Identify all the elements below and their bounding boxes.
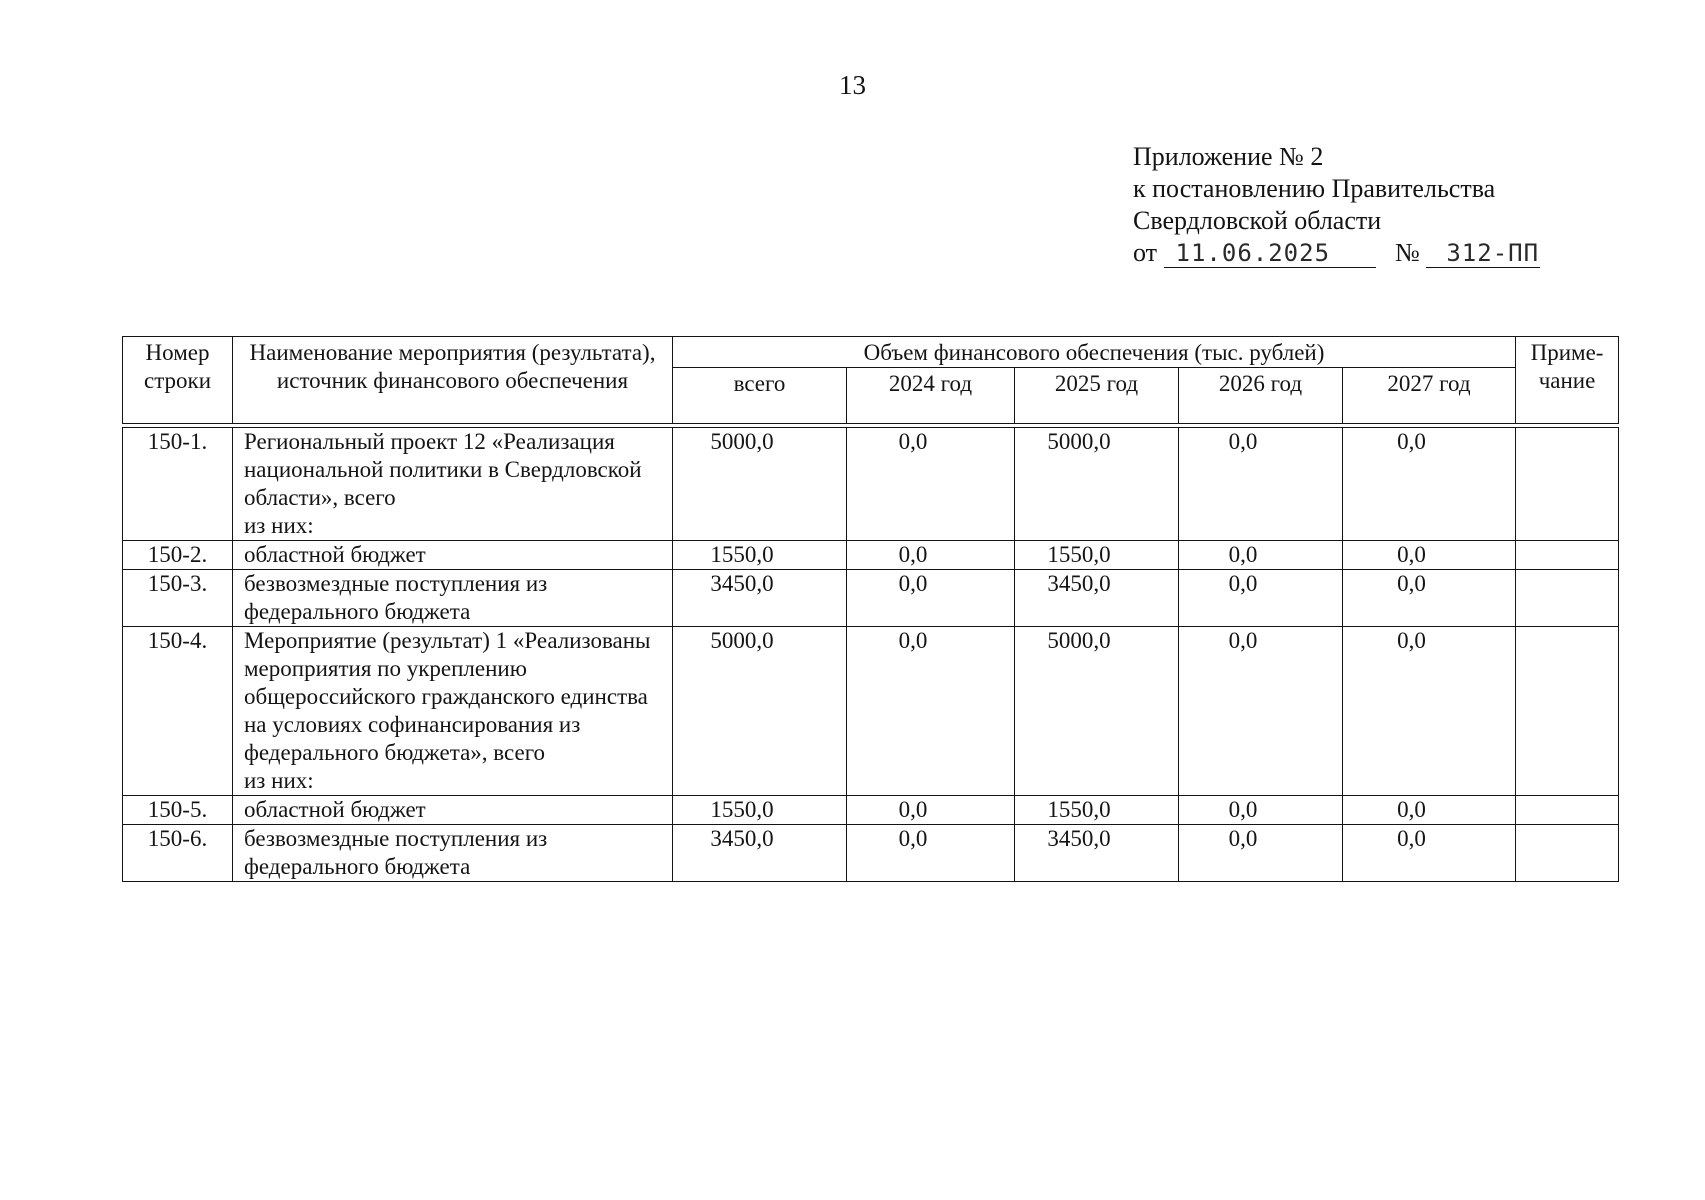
row-number-cell: 150-4. <box>123 627 233 796</box>
row-number-cell: 150-6. <box>123 825 233 882</box>
table-row <box>123 541 1619 570</box>
row-2026-cell: 0,0 <box>1179 541 1343 570</box>
header-total: всего <box>673 368 847 424</box>
row-2027-cell: 0,0 <box>1343 796 1516 825</box>
row-2025-cell: 3450,0 <box>1015 825 1179 882</box>
row-note-cell <box>1516 428 1619 541</box>
number-prefix: № <box>1395 238 1420 267</box>
row-2025-cell: 5000,0 <box>1015 428 1179 541</box>
date-prefix: от <box>1133 238 1158 267</box>
header-row-number: Номер строки <box>123 337 233 424</box>
row-note-cell <box>1516 825 1619 882</box>
date-value: 11.06.2025 <box>1164 239 1376 268</box>
row-total-cell: 5000,0 <box>673 627 847 796</box>
row-name-cell: областной бюджет <box>233 541 673 570</box>
table-row <box>123 796 1619 825</box>
appendix-line-4 <box>1133 237 1540 269</box>
page-number: 13 <box>839 70 866 100</box>
appendix-line-2: к постановлению Правительства <box>1133 174 1496 203</box>
row-2025-cell: 5000,0 <box>1015 627 1179 796</box>
table-row <box>123 428 1619 541</box>
row-2024-cell: 0,0 <box>847 796 1015 825</box>
header-funding: Объем финансового обеспечения (тыс. рублей) <box>673 337 1516 368</box>
row-2025-cell: 1550,0 <box>1015 796 1179 825</box>
table-row <box>123 825 1619 882</box>
row-note-cell <box>1516 541 1619 570</box>
header-2027: 2027 год <box>1343 368 1516 424</box>
row-2024-cell: 0,0 <box>847 627 1015 796</box>
row-2027-cell: 0,0 <box>1343 428 1516 541</box>
appendix-line-1: Приложение № 2 <box>1133 142 1324 171</box>
row-2024-cell: 0,0 <box>847 428 1015 541</box>
row-number-cell: 150-1. <box>123 428 233 541</box>
row-total-cell: 5000,0 <box>673 428 847 541</box>
row-2026-cell: 0,0 <box>1179 570 1343 627</box>
row-2026-cell: 0,0 <box>1179 627 1343 796</box>
header-2025: 2025 год <box>1015 368 1179 424</box>
row-name-cell: безвозмездные поступления из федерального бюджета <box>233 825 673 882</box>
appendix-line-3: Свердловской области <box>1133 206 1382 235</box>
header-2026: 2026 год <box>1179 368 1343 424</box>
row-total-cell: 1550,0 <box>673 541 847 570</box>
row-2027-cell: 0,0 <box>1343 541 1516 570</box>
row-2026-cell: 0,0 <box>1179 825 1343 882</box>
row-2026-cell: 0,0 <box>1179 428 1343 541</box>
row-2024-cell: 0,0 <box>847 825 1015 882</box>
row-2025-cell: 3450,0 <box>1015 570 1179 627</box>
row-note-cell <box>1516 796 1619 825</box>
row-note-cell <box>1516 570 1619 627</box>
header-2024: 2024 год <box>847 368 1015 424</box>
row-name-cell: Мероприятие (результат) 1 «Реализованы мероприятия по укреплению общероссийского гражданского единства на условиях софинансирования из федерального бюджета», всего из них: <box>233 627 673 796</box>
row-2026-cell: 0,0 <box>1179 796 1343 825</box>
row-2027-cell: 0,0 <box>1343 570 1516 627</box>
row-note-cell <box>1516 627 1619 796</box>
row-2024-cell: 0,0 <box>847 570 1015 627</box>
header-note: Приме-чание <box>1516 337 1619 424</box>
table-body <box>123 428 1619 882</box>
row-total-cell: 3450,0 <box>673 825 847 882</box>
table-row <box>123 627 1619 796</box>
row-2027-cell: 0,0 <box>1343 825 1516 882</box>
row-name-cell: областной бюджет <box>233 796 673 825</box>
header-name: Наименование мероприятия (результата), источник финансового обеспечения <box>233 337 673 424</box>
row-total-cell: 1550,0 <box>673 796 847 825</box>
number-value: 312-ПП <box>1426 239 1540 268</box>
row-number-cell: 150-5. <box>123 796 233 825</box>
row-number-cell: 150-2. <box>123 541 233 570</box>
row-name-cell: безвозмездные поступления из федерального бюджета <box>233 570 673 627</box>
row-2027-cell: 0,0 <box>1343 627 1516 796</box>
financing-table <box>122 336 1619 882</box>
row-number-cell: 150-3. <box>123 570 233 627</box>
table-row <box>123 570 1619 627</box>
row-total-cell: 3450,0 <box>673 570 847 627</box>
appendix-block <box>1133 141 1540 269</box>
row-name-cell: Региональный проект 12 «Реализация национальной политики в Свердловской области», всего из них: <box>233 428 673 541</box>
row-2025-cell: 1550,0 <box>1015 541 1179 570</box>
row-2024-cell: 0,0 <box>847 541 1015 570</box>
